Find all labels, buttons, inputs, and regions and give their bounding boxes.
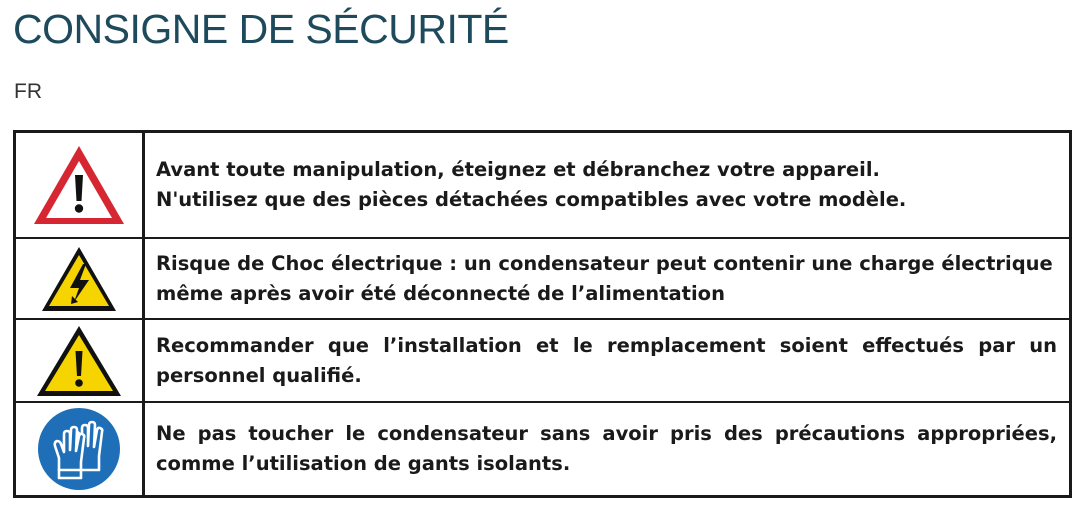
language-code: FR [14, 80, 42, 103]
row-text [145, 403, 1069, 495]
instruction-line: personnel qualifié. [156, 363, 362, 387]
safety-row [16, 320, 1069, 403]
instruction-line: N'utilisez que des pièces détachées compatibles avec votre modèle. [156, 188, 907, 211]
general-warning-icon [31, 142, 127, 228]
wear-gloves-icon [36, 406, 122, 492]
icon-cell [16, 239, 145, 318]
caution-icon [34, 323, 124, 399]
instruction-line: Risque de Choc électrique : un condensateur peut contenir une charge électrique [156, 251, 1053, 275]
row-text [145, 239, 1069, 318]
icon-cell [16, 320, 145, 401]
electric-shock-icon [39, 244, 119, 314]
instruction-line: Recommander que l’installation et le remplacement soient effectués par un [156, 333, 1057, 357]
page-title: CONSIGNE DE SÉCURITÉ [13, 6, 509, 52]
row-text [145, 320, 1069, 401]
safety-row [16, 133, 1069, 239]
safety-instructions-table [13, 130, 1072, 498]
icon-cell [16, 133, 145, 237]
instruction-line: même après avoir été déconnecté de l’alimentation [156, 281, 725, 305]
safety-row [16, 239, 1069, 320]
instruction-line: Ne pas toucher le condensateur sans avoir pris des précautions appropriées, [156, 422, 1057, 445]
instruction-line: comme l’utilisation de gants isolants. [156, 452, 571, 475]
instruction-line: Avant toute manipulation, éteignez et débranchez votre appareil. [156, 158, 880, 181]
safety-row [16, 403, 1069, 495]
row-text [145, 133, 1069, 237]
icon-cell [16, 403, 145, 495]
